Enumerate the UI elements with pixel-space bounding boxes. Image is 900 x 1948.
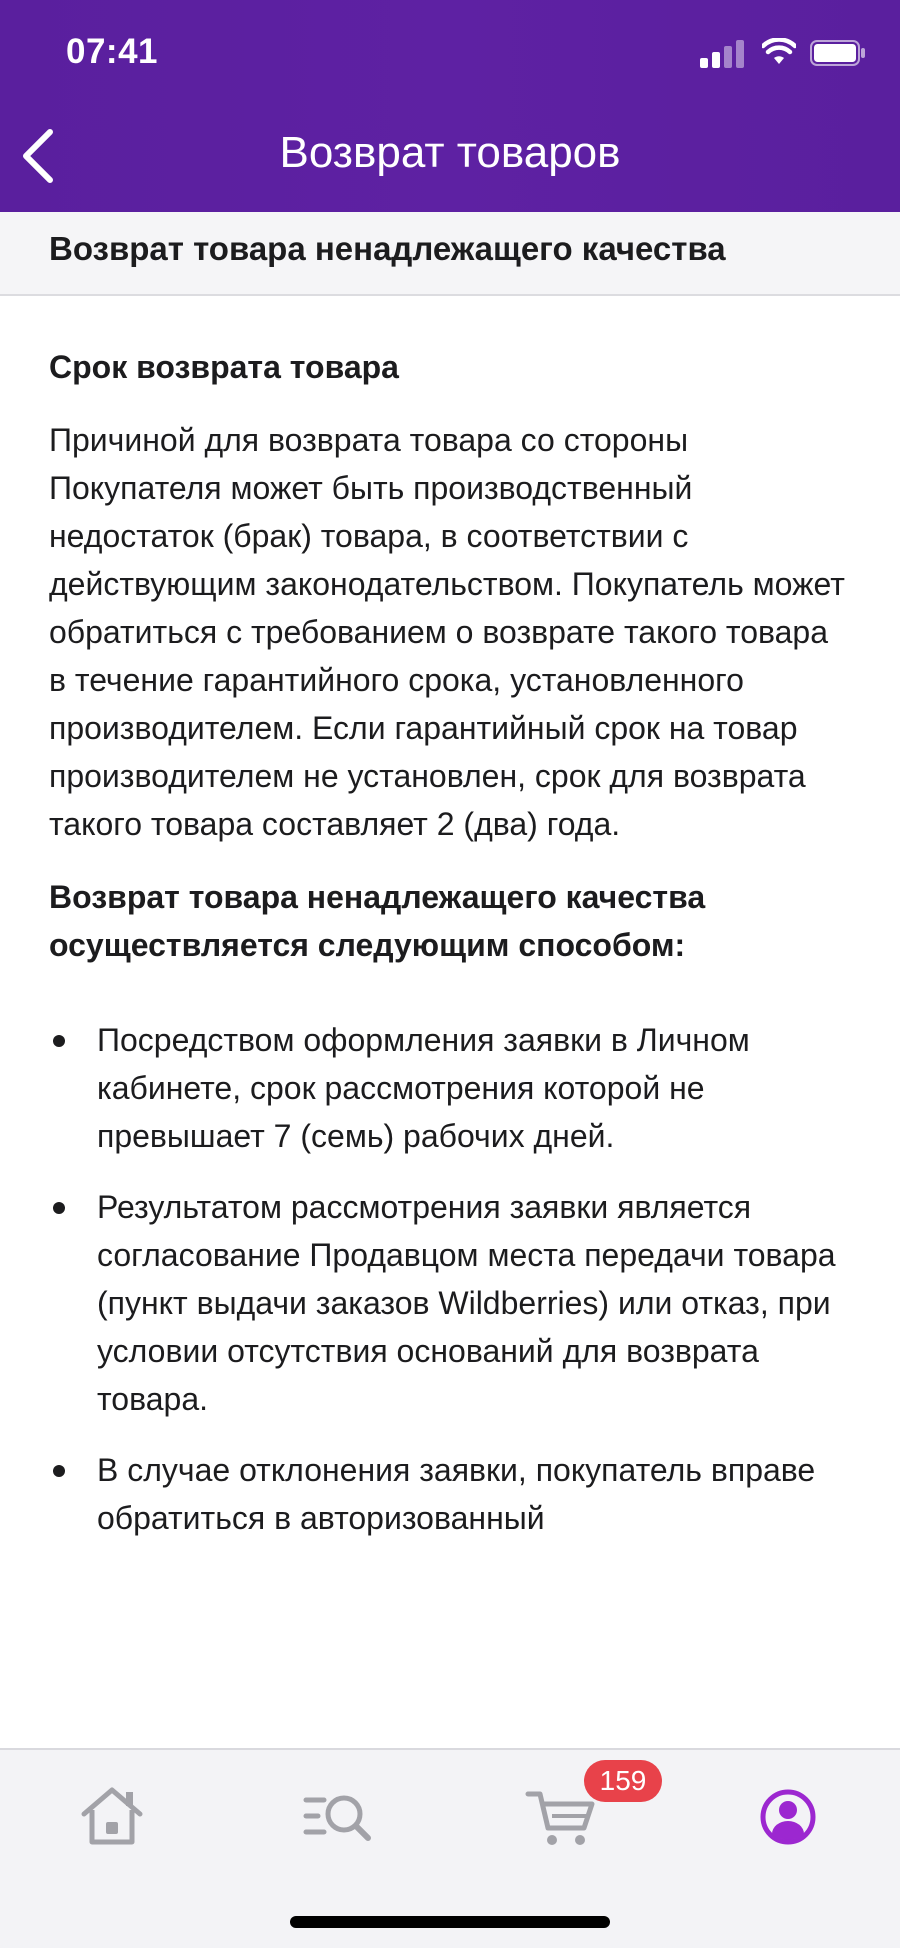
- cart-badge: 159: [584, 1760, 662, 1802]
- list-item-text: Посредством оформления заявки в Личном кабинете, срок рассмотрения которой не превышает 7 (семь) рабочих дней.: [97, 1022, 750, 1154]
- return-period-paragraph: Причиной для возврата товара со стороны Покупателя может быть производственный недостаток (брак) товара, в соответствии с действующим законодательством. Покупатель может обратиться с требованием о возврате такого товара в течение гарантийного срока, установленного производителем. Если гарантийный срок на товар производителем не установлен, срок для возврата такого товара составляет 2 (два) года.: [49, 422, 845, 842]
- app-header: [0, 0, 900, 212]
- status-icons: [700, 38, 870, 68]
- bullet-icon: [53, 1035, 65, 1047]
- profile-icon[interactable]: [748, 1782, 828, 1852]
- bullet-icon: [53, 1465, 65, 1477]
- home-icon[interactable]: [72, 1782, 152, 1852]
- wifi-icon: [762, 38, 796, 66]
- status-time: 07:41: [66, 32, 159, 71]
- list-item-text: В случае отклонения заявки, покупатель вправе обратиться в авторизованный: [97, 1452, 816, 1536]
- methods-title: Возврат товара ненадлежащего качества осуществляется следующим способом:: [49, 879, 706, 963]
- section-subheader: [0, 212, 900, 296]
- subheader-title: Возврат товара ненадлежащего качества: [49, 230, 726, 267]
- bottom-tab-bar: [0, 1748, 900, 1948]
- signal-icon: [700, 38, 746, 68]
- methods-list: [49, 1016, 849, 1542]
- bullet-icon: [53, 1202, 65, 1214]
- section-title: Срок возврата товара: [49, 349, 399, 385]
- catalog-search-icon[interactable]: [298, 1782, 378, 1852]
- battery-icon: [810, 40, 866, 66]
- list-item-text: Результатом рассмотрения заявки является согласование Продавцом места передачи товара (пункт выдачи заказов Wildberries) или отказ, при условии отсутствия оснований для возврата товара.: [97, 1189, 836, 1417]
- home-indicator: [290, 1916, 610, 1928]
- article-content: [49, 343, 849, 1565]
- page-title: Возврат товаров: [279, 128, 621, 177]
- list-item: [49, 1446, 849, 1542]
- list-item: [49, 1183, 849, 1423]
- list-item: [49, 1016, 849, 1160]
